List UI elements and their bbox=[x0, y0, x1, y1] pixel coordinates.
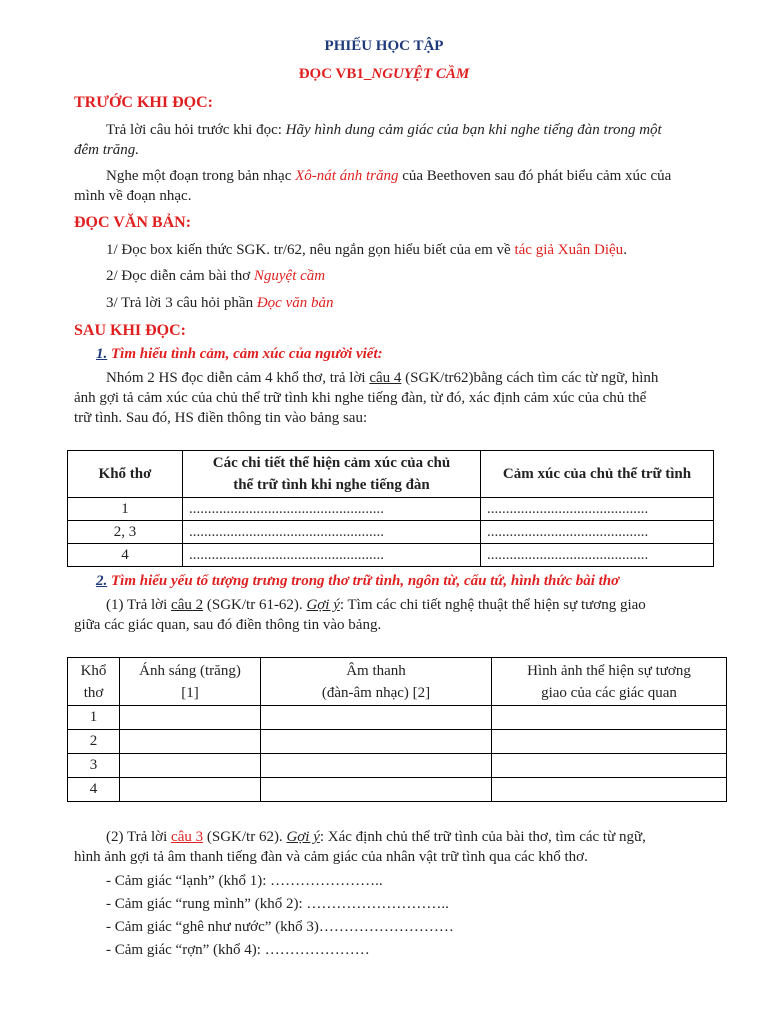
stanza-cell: 1 bbox=[68, 498, 183, 521]
task-2-line2: giữa các giác quan, sau đó điền thông tin vào bảng. bbox=[74, 617, 382, 633]
task-1-question-link[interactable]: câu 4 bbox=[369, 370, 402, 386]
task-2-line1-prefix: (1) Trả lời bbox=[106, 597, 172, 613]
section-before-reading: TRƯỚC KHI ĐỌC: bbox=[74, 94, 213, 111]
subtitle-poem-name: NGUYỆT CẦM bbox=[371, 66, 470, 82]
image-input[interactable] bbox=[492, 754, 727, 778]
emotion-input[interactable]: ........................................... bbox=[481, 544, 714, 567]
before-p2-music-title: Xô-nát ánh trăng bbox=[295, 168, 399, 184]
senses-table-header bbox=[68, 658, 727, 706]
light-input[interactable] bbox=[120, 754, 261, 778]
senses-table bbox=[67, 657, 727, 802]
col-header-sound-l2: (đàn-âm nhạc) [2] bbox=[321, 684, 431, 701]
table-row bbox=[68, 730, 727, 754]
reading-item-1 bbox=[106, 242, 627, 259]
col-header-light bbox=[120, 658, 261, 706]
details-input[interactable]: .................................................... bbox=[183, 544, 481, 567]
col-header-details bbox=[183, 451, 481, 498]
q2-line1 bbox=[106, 829, 646, 846]
task-2-text: Tìm hiểu yếu tố tượng trưng trong thơ trữ tình, ngôn từ, cấu tứ, hình thức bài thơ bbox=[107, 573, 620, 589]
q2-line1-mid: (SGK/tr 62). bbox=[203, 829, 287, 845]
reading-item-1-suffix: . bbox=[623, 242, 627, 258]
q2-question-link[interactable]: câu 3 bbox=[171, 829, 204, 845]
task-2-line1-suffix: : Tìm các chi tiết nghệ thuật thể hiện sự tương giao bbox=[339, 597, 646, 613]
light-input[interactable] bbox=[120, 778, 261, 802]
before-p1-line2: đêm trăng. bbox=[74, 142, 139, 158]
stanza-cell: 4 bbox=[68, 544, 183, 567]
task-1-line1-prefix: Nhóm 2 HS đọc diễn cảm 4 khổ thơ, trả lời bbox=[106, 370, 370, 386]
sound-input[interactable] bbox=[261, 730, 492, 754]
sound-input[interactable] bbox=[261, 778, 492, 802]
task-1-number: 1. bbox=[96, 346, 108, 362]
image-input[interactable] bbox=[492, 706, 727, 730]
col-header-light-l1: Ánh sáng (trăng) bbox=[139, 662, 241, 679]
emotion-input[interactable]: ........................................... bbox=[481, 521, 714, 544]
reading-item-1-prefix: 1/ Đọc box kiến thức SGK. tr/62, nêu ngắn gọn hiểu biết của em về bbox=[106, 242, 515, 258]
task-1-line1-suffix: (SGK/tr62)bằng cách tìm các từ ngữ, hình bbox=[401, 370, 659, 386]
col-header-sound bbox=[261, 658, 492, 706]
reading-item-2-prefix: 2/ Đọc diễn cảm bài thơ bbox=[106, 268, 254, 284]
feeling-item-eerie[interactable]: - Cảm giác “rợn” (khổ 4): ………………… bbox=[106, 942, 370, 958]
sound-input[interactable] bbox=[261, 754, 492, 778]
image-input[interactable] bbox=[492, 778, 727, 802]
table-row bbox=[68, 521, 714, 544]
emotion-table-header bbox=[68, 451, 714, 498]
col-header-details-l2: thể trữ tình khi nghe tiếng đàn bbox=[233, 477, 430, 493]
task-1-line2: ảnh gợi tả cảm xúc của chủ thể trữ tình khi nghe tiếng đàn, từ đó, xác định cảm xúc của chủ thể bbox=[74, 390, 647, 406]
page-title: PHIẾU HỌC TẬP bbox=[324, 38, 444, 54]
before-p2-line2: mình về đoạn nhạc. bbox=[74, 188, 192, 204]
before-p2-line1 bbox=[106, 168, 671, 185]
before-p2-suffix: của Beethoven sau đó phát biểu cảm xúc của bbox=[398, 168, 672, 184]
table-row bbox=[68, 778, 727, 802]
reading-item-2 bbox=[106, 268, 325, 285]
task-1-line1 bbox=[106, 370, 658, 387]
reading-item-3-prefix: 3/ Trả lời 3 câu hỏi phần bbox=[106, 295, 257, 311]
col-header-stanza-l1: Khổ bbox=[80, 662, 107, 679]
col-header-emotion: Cảm xúc của chủ thể trữ tình bbox=[481, 451, 714, 498]
before-p1-line1 bbox=[106, 122, 662, 139]
col-header-sound-l1: Âm thanh bbox=[346, 662, 406, 679]
table-row bbox=[68, 754, 727, 778]
reading-item-3-part: Đọc văn bản bbox=[256, 295, 334, 311]
feeling-item-shiver[interactable]: - Cảm giác “rung mình” (khổ 2): ……………………….. bbox=[106, 896, 449, 912]
table-row bbox=[68, 544, 714, 567]
task-2-number: 2. bbox=[96, 573, 108, 589]
subtitle-prefix: ĐỌC VB1_ bbox=[298, 66, 372, 82]
col-header-image-l1: Hình ảnh thể hiện sự tương bbox=[527, 662, 691, 679]
task-2-question-link[interactable]: câu 2 bbox=[171, 597, 204, 613]
table-row bbox=[68, 498, 714, 521]
col-header-image bbox=[492, 658, 727, 706]
before-p1-prefix: Trả lời câu hỏi trước khi đọc: bbox=[106, 122, 286, 138]
details-input[interactable]: .................................................... bbox=[183, 521, 481, 544]
light-input[interactable] bbox=[120, 730, 261, 754]
task-2-hint-label: Gợi ý bbox=[306, 597, 340, 613]
table-row bbox=[68, 706, 727, 730]
col-header-image-l2: giao của các giác quan bbox=[541, 684, 677, 701]
emotion-table bbox=[67, 450, 714, 567]
col-header-stanza: Khổ thơ bbox=[68, 451, 183, 498]
task-1-title bbox=[96, 346, 383, 363]
feeling-item-cold[interactable]: - Cảm giác “lạnh” (khổ 1): ………………….. bbox=[106, 873, 383, 889]
col-header-details-l1: Các chi tiết thể hiện cảm xúc của chủ bbox=[212, 455, 451, 471]
before-p2-prefix: Nghe một đoạn trong bản nhạc bbox=[106, 168, 296, 184]
col-header-stanza-l2: thơ bbox=[83, 684, 104, 701]
task-1-line3: trữ tình. Sau đó, HS điền thông tin vào bảng sau: bbox=[74, 410, 368, 426]
reading-item-2-poem: Nguyệt cầm bbox=[253, 268, 326, 284]
task-2-line1-mid: (SGK/tr 61-62). bbox=[203, 597, 307, 613]
emotion-input[interactable]: ........................................... bbox=[481, 498, 714, 521]
q2-hint-label: Gợi ý bbox=[286, 829, 320, 845]
feeling-item-chill-water[interactable]: - Cảm giác “ghê như nước” (khổ 3)……………………… bbox=[106, 919, 454, 935]
q2-line1-suffix: : Xác định chủ thể trữ tình của bài thơ, tìm các từ ngữ, bbox=[319, 829, 646, 845]
reading-item-3 bbox=[106, 295, 334, 312]
section-reading: ĐỌC VĂN BẢN: bbox=[74, 214, 192, 231]
section-after-reading: SAU KHI ĐỌC: bbox=[74, 322, 187, 339]
reading-item-1-author: tác giả Xuân Diệu bbox=[514, 242, 624, 258]
stanza-cell: 3 bbox=[68, 754, 120, 778]
col-header-light-l2: [1] bbox=[181, 684, 199, 701]
sound-input[interactable] bbox=[261, 706, 492, 730]
col-header-stanza bbox=[68, 658, 120, 706]
stanza-cell: 1 bbox=[68, 706, 120, 730]
stanza-cell: 2 bbox=[68, 730, 120, 754]
light-input[interactable] bbox=[120, 706, 261, 730]
q2-line2: hình ảnh gợi tả âm thanh tiếng đàn và cảm giác của nhân vật trữ tình qua các khổ thơ. bbox=[74, 849, 588, 865]
task-2-title bbox=[96, 573, 619, 590]
task-1-text: Tìm hiểu tình cảm, cảm xúc của người viết: bbox=[107, 346, 383, 362]
before-p1-question: Hãy hình dung cảm giác của bạn khi nghe tiếng đàn trong một bbox=[285, 122, 662, 138]
page-subtitle bbox=[0, 66, 768, 83]
details-input[interactable]: .................................................... bbox=[183, 498, 481, 521]
image-input[interactable] bbox=[492, 730, 727, 754]
task-2-line1 bbox=[106, 597, 646, 614]
stanza-cell: 2, 3 bbox=[68, 521, 183, 544]
stanza-cell: 4 bbox=[68, 778, 120, 802]
q2-line1-prefix: (2) Trả lời bbox=[106, 829, 172, 845]
